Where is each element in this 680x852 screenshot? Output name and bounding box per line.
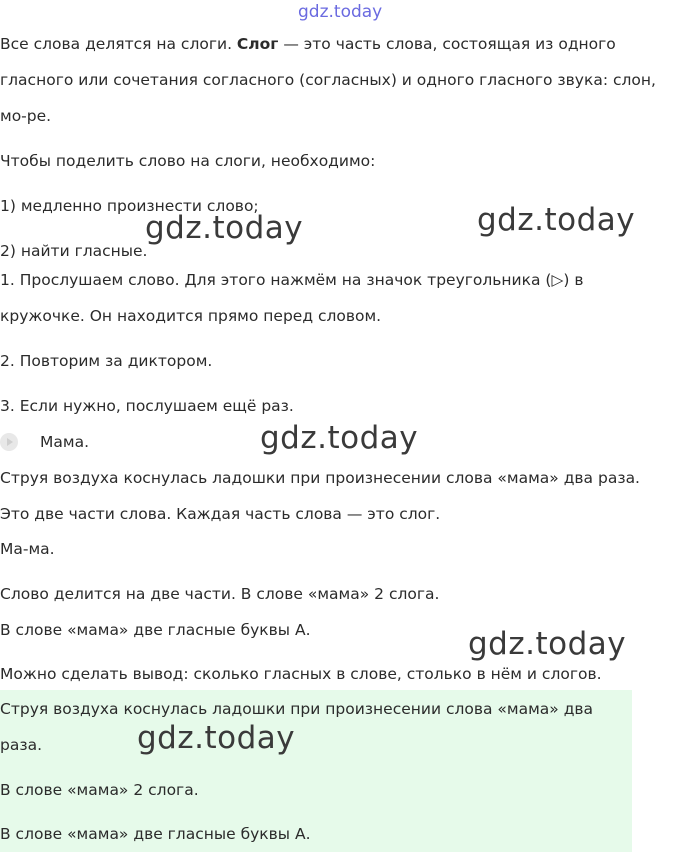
watermark-2: gdz.today: [477, 202, 636, 238]
watermark-1: gdz.today: [145, 210, 304, 246]
instruction-1b: кружочке. Он находится прямо перед словом.: [0, 307, 382, 325]
watermark-5: gdz.today: [137, 720, 296, 756]
answer-1a: Струя воздуха коснулась ладошки при произнесении слова «мама» два: [0, 700, 594, 718]
intro-line-1: [0, 35, 616, 53]
term-slog: Слог: [236, 35, 279, 53]
answer-1b: раза.: [0, 736, 43, 754]
answer-2: В слове «мама» 2 слога.: [0, 781, 199, 799]
howto-step-2: 2) найти гласные.: [0, 242, 148, 260]
intro-line-3: мо-ре.: [0, 107, 52, 125]
intro-line-2: гласного или сочетания согласного (согласных) и одного гласного звука: слон,: [0, 71, 656, 89]
instruction-3: 3. Если нужно, послушаем ещё раз.: [0, 397, 294, 415]
body-p6: Можно сделать вывод: сколько гласных в слове, столько в нём и слогов.: [0, 665, 602, 683]
intro-text-b: — это часть слова, состоящая из одного: [278, 35, 616, 53]
watermark-3: gdz.today: [260, 420, 419, 456]
play-icon[interactable]: [0, 433, 18, 451]
body-p5: В слове «мама» две гласные буквы А.: [0, 621, 311, 639]
body-p4: Слово делится на две части. В слове «мама» 2 слога.: [0, 585, 440, 603]
body-p1: Струя воздуха коснулась ладошки при произнесении слова «мама» два раза.: [0, 469, 640, 487]
watermark-top: gdz.today: [298, 2, 383, 22]
audio-row: [0, 430, 89, 454]
instruction-2: 2. Повторим за диктором.: [0, 352, 213, 370]
intro-text-a: Все слова делятся на слоги.: [0, 35, 237, 53]
answer-3: В слове «мама» две гласные буквы А.: [0, 825, 311, 843]
watermark-4: gdz.today: [468, 626, 627, 662]
audio-word: Мама.: [40, 433, 89, 451]
instruction-1a: 1. Прослушаем слово. Для этого нажмём на значок треугольника (▷) в: [0, 271, 584, 289]
body-p3: Ма-ма.: [0, 540, 55, 558]
body-p2: Это две части слова. Каждая часть слова — это слог.: [0, 505, 441, 523]
howto-title: Чтобы поделить слово на слоги, необходимо:: [0, 152, 376, 170]
howto-step-1: 1) медленно произнести слово;: [0, 197, 259, 215]
